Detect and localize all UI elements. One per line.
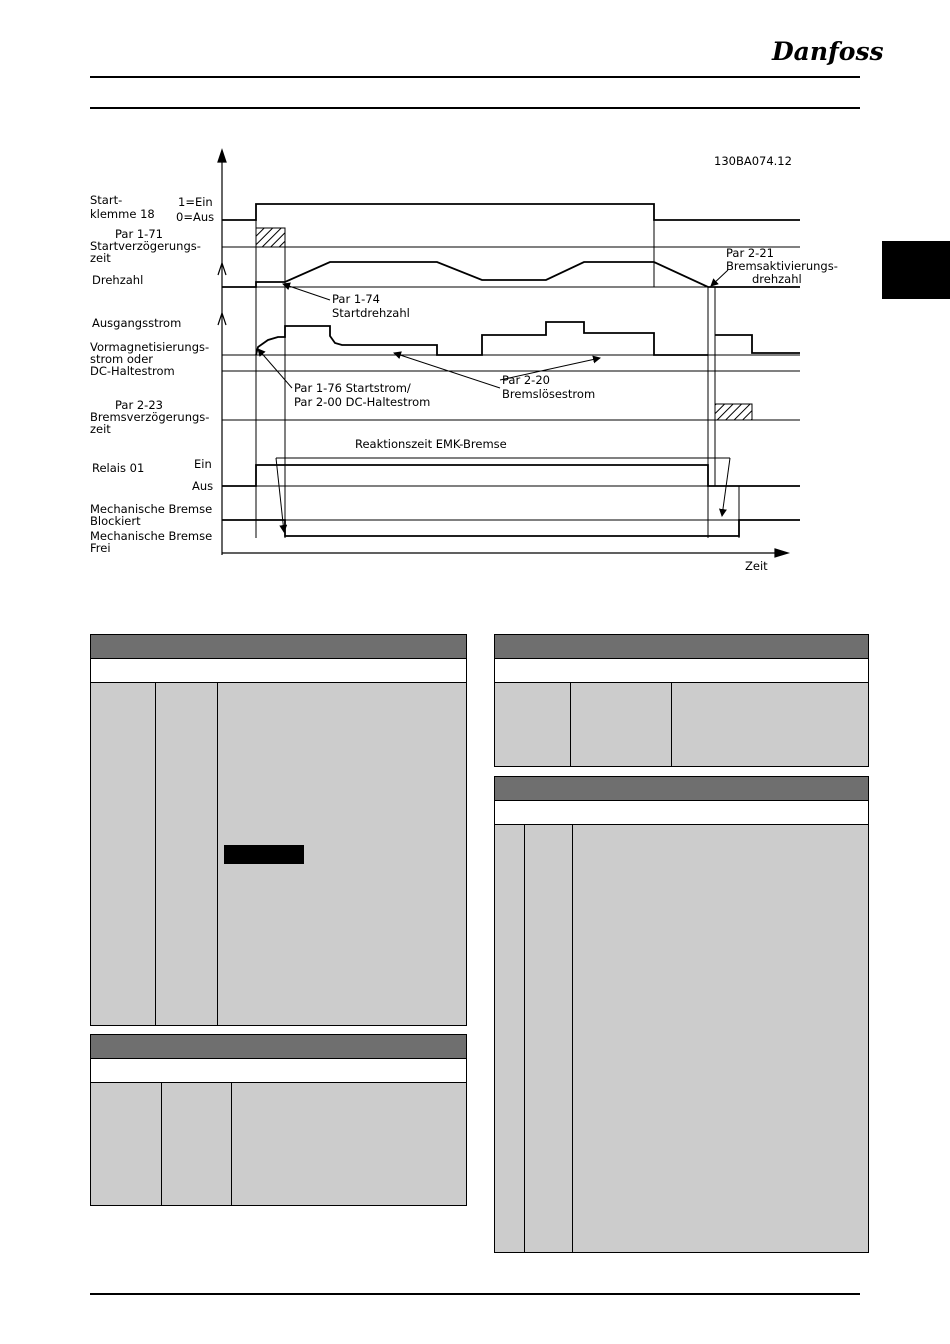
label-relay-on: Ein	[194, 457, 212, 471]
parameter-table-header	[91, 1035, 466, 1058]
label-mech-brake-locked-1: Mechanische Bremse	[90, 502, 213, 516]
parameter-table-header	[495, 635, 868, 658]
label-relay: Relais 01	[92, 461, 145, 475]
footer-rule	[90, 1293, 860, 1295]
parameter-table-left-2	[90, 1034, 467, 1206]
parameter-table-subheader	[91, 658, 466, 683]
annot-par-221-a: Par 2-21	[726, 246, 774, 260]
annot-par-221-b: Bremsaktivierungs-	[726, 259, 838, 273]
column-divider	[217, 683, 218, 1025]
brake-delay-hatch	[715, 404, 752, 420]
chapter-tab-marker	[882, 241, 950, 299]
label-premag-1: Vormagnetisierungs-	[90, 340, 210, 354]
label-premag-3: DC-Haltestrom	[90, 364, 175, 378]
annot-par-220-a: Par 2-20	[502, 373, 550, 387]
output-current-tail	[715, 335, 800, 353]
parameter-table-subheader	[91, 1058, 466, 1083]
label-premag-2: strom oder	[90, 352, 154, 366]
label-start-terminal-1: Start-	[90, 193, 123, 207]
mechanical-brake-timing-diagram	[80, 140, 870, 580]
label-start-terminal-2: klemme 18	[90, 207, 155, 221]
label-brake-delay-2: zeit	[90, 422, 111, 436]
annot-par-221-c: drehzahl	[752, 272, 802, 286]
parameter-table-header	[91, 635, 466, 658]
label-par-171: Par 1-71	[115, 227, 163, 241]
parameter-table-right-2	[494, 776, 869, 1253]
column-divider	[161, 1083, 162, 1205]
column-divider	[524, 825, 525, 1252]
header-rule-bottom	[90, 107, 860, 109]
annot-par-174-b: Startdrehzahl	[332, 306, 410, 320]
label-speed: Drehzahl	[92, 273, 144, 287]
parameter-table-subheader	[495, 800, 868, 825]
drawing-id: 130BA074.12	[714, 154, 792, 168]
label-output-current: Ausgangsstrom	[92, 316, 182, 330]
column-divider	[570, 683, 571, 766]
diagram-axes	[218, 150, 788, 557]
relay-signal	[222, 465, 800, 486]
start-terminal-signal	[222, 204, 800, 220]
annot-par-176-b: Par 2-00 DC-Haltestrom	[294, 395, 431, 409]
output-current-curve	[256, 322, 708, 355]
start-delay-hatch	[256, 228, 285, 247]
parameter-table-header	[495, 777, 868, 800]
brand-wordmark: Danfoss	[772, 37, 884, 66]
annot-par-174-a: Par 1-74	[332, 292, 380, 306]
parameter-table-subheader	[495, 658, 868, 683]
label-on: 1=Ein	[178, 195, 213, 209]
mechanical-brake-signal	[222, 520, 800, 536]
label-mech-brake-locked-2: Blockiert	[90, 514, 141, 528]
column-divider	[671, 683, 672, 766]
label-mech-brake-free-2: Frei	[90, 541, 111, 555]
annot-emk-reaction: Reaktionszeit EMK-Bremse	[355, 437, 507, 451]
label-start-delay-1: Startverzögerungs-	[90, 239, 201, 253]
column-divider	[155, 683, 156, 1025]
annot-par-220-b: Bremslösestrom	[502, 387, 596, 401]
label-off: 0=Aus	[176, 210, 215, 224]
annot-par-176-a: Par 1-76 Startstrom/	[294, 381, 411, 395]
redacted-label-chip	[224, 845, 304, 864]
time-axis-label: Zeit	[745, 559, 768, 573]
header-rule-top	[90, 76, 860, 78]
column-divider	[572, 825, 573, 1252]
label-mech-brake-free-1: Mechanische Bremse	[90, 529, 213, 543]
label-start-delay-2: zeit	[90, 251, 111, 265]
label-brake-delay-1: Bremsverzögerungs-	[90, 410, 210, 424]
parameter-table-left-1	[90, 634, 467, 1026]
parameter-table-right-1	[494, 634, 869, 767]
column-divider	[231, 1083, 232, 1205]
label-relay-off: Aus	[192, 479, 214, 493]
danfoss-logo	[770, 32, 884, 68]
label-par-223: Par 2-23	[115, 398, 163, 412]
annotation-arrows	[258, 270, 728, 388]
